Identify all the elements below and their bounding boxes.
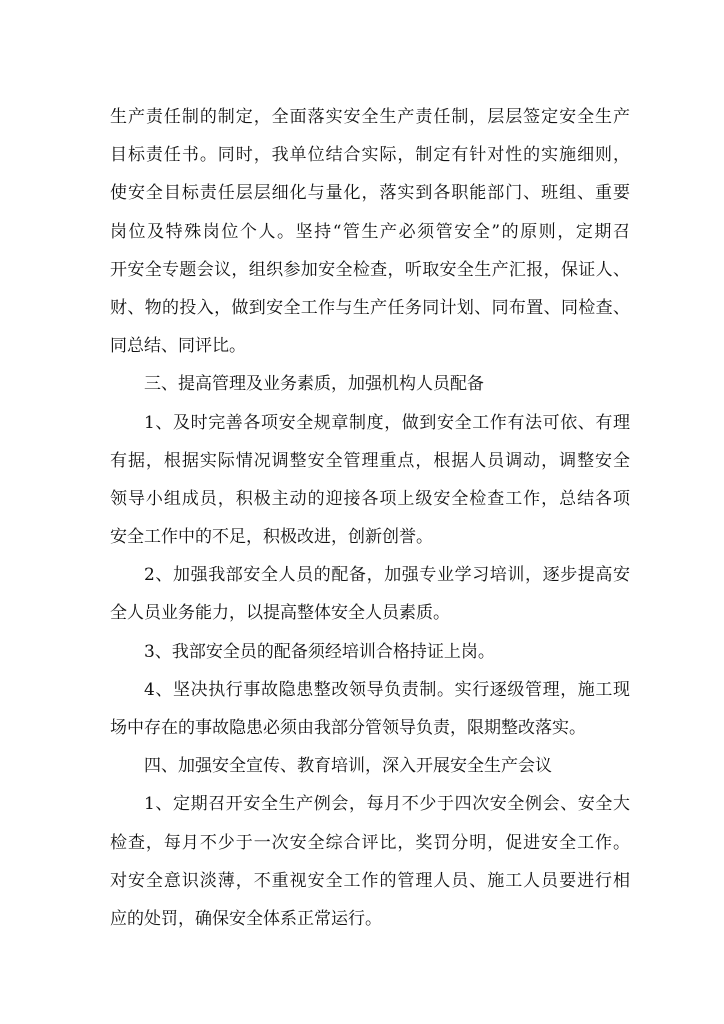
paragraph-line: 3、我部安全员的配备须经培训合格持证上岗。 <box>144 641 495 662</box>
section-heading: 三、提高管理及业务素质，加强机构人员配备 <box>144 374 484 395</box>
paragraph-line: 对安全意识淡薄，不重视安全工作的管理人员、施工人员要进行相 <box>110 870 630 891</box>
paragraph-line: 财、物的投入，做到安全工作与生产任务同计划、同布置、同检查、 <box>110 297 630 318</box>
paragraph-line: 2、加强我部安全人员的配备，加强专业学习培训，逐步提高安 <box>144 565 630 586</box>
document-body <box>110 98 630 938</box>
paragraph-line: 应的处罚，确保安全体系正常运行。 <box>110 908 382 929</box>
section-heading: 四、加强安全宣传、教育培训，深入开展安全生产会议 <box>144 756 552 777</box>
paragraph-line: 4、坚决执行事故隐患整改领导负责制。实行逐级管理，施工现 <box>144 679 630 700</box>
paragraph-line: 1、及时完善各项安全规章制度，做到安全工作有法可依、有理 <box>144 412 630 433</box>
paragraph-line: 同总结、同评比。 <box>110 336 246 357</box>
paragraph-line: 安全工作中的不足，积极改进，创新创誉。 <box>110 527 433 548</box>
paragraph-line: 全人员业务能力，以提高整体安全人员素质。 <box>110 603 450 624</box>
paragraph-line: 1、定期召开安全生产例会，每月不少于四次安全例会、安全大 <box>144 794 630 815</box>
paragraph-line: 领导小组成员，积极主动的迎接各项上级安全检查工作，总结各项 <box>110 488 630 509</box>
paragraph-line: 目标责任书。同时，我单位结合实际，制定有针对性的实施细则， <box>110 145 630 166</box>
paragraph-line: 有据，根据实际情况调整安全管理重点，根据人员调动，调整安全 <box>110 450 630 471</box>
paragraph-line: 使安全目标责任层层细化与量化，落实到各职能部门、班组、重要 <box>110 183 630 204</box>
paragraph-line: 场中存在的事故隐患必须由我部分管领导负责，限期整改落实。 <box>110 718 586 738</box>
paragraph-line: 岗位及特殊岗位个人。坚持“管生产必须管安全”的原则，定期召 <box>110 221 630 242</box>
paragraph-line: 生产责任制的制定，全面落实安全生产责任制，层层签定安全生产 <box>110 107 630 127</box>
paragraph-line: 检查，每月不少于一次安全综合评比，奖罚分明，促进安全工作。 <box>110 832 630 853</box>
paragraph-line: 开安全专题会议，组织参加安全检查，听取安全生产汇报，保证人、 <box>110 259 630 280</box>
